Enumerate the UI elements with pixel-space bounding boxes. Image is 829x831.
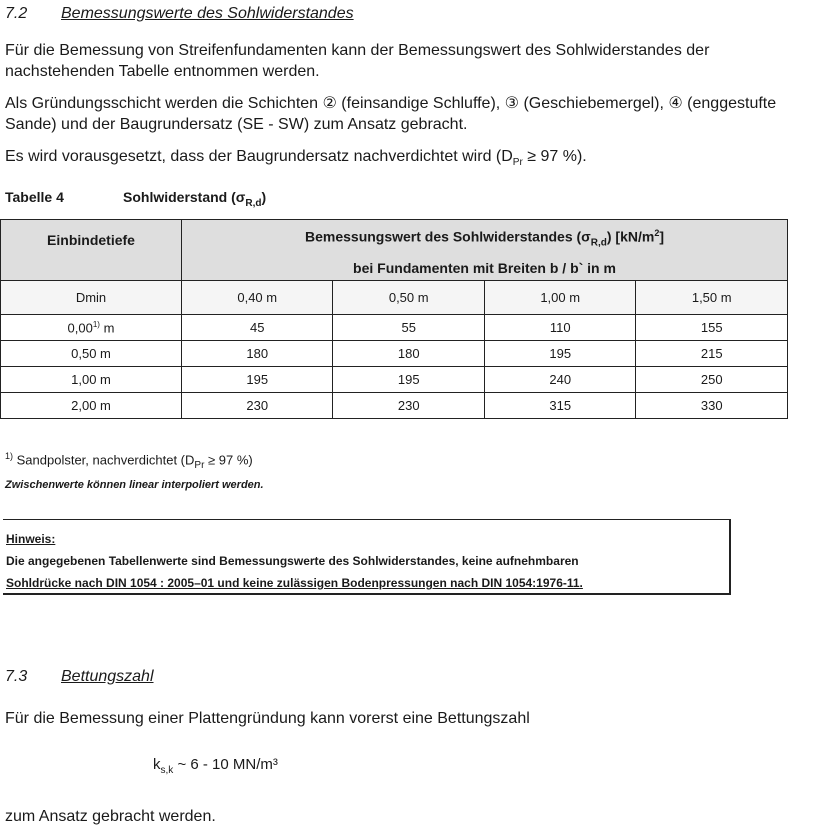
depth-cell: 1,00 m [1, 367, 182, 393]
depth-cell: 0,00$^{1)}$ m [1, 315, 182, 341]
value-cell: 215 [636, 341, 788, 367]
value-cell: 45 [182, 315, 333, 341]
subheader-cell: 0,50 m [333, 281, 484, 315]
intro-paragraph-3: Es wird vorausgesetzt, dass der Baugrundersatz nachverdichtet wird ($D_{Pr} \ge 97$ %). [5, 148, 587, 169]
value-cell: 110 [484, 315, 635, 341]
value-cell: 230 [182, 393, 333, 419]
table-footnote: $^{1)}$ Sandpolster, nachverdichtet ($D_{Pr} \ge 97$ %) [5, 451, 253, 471]
intro-paragraph-1: Für die Bemessung von Streifenfundamenten kann der Bemessungswert des Sohlwiderstandes der nachstehenden Tabelle entnommen werden. [5, 42, 710, 80]
value-cell: 315 [484, 393, 635, 419]
depth-cell: 2,00 m [1, 393, 182, 419]
table-row [1, 393, 788, 419]
subheader-cell: 0,40 m [182, 281, 333, 315]
bedding-paragraph: Für die Bemessung einer Plattengründung kann vorerst eine Bettungszahl [5, 710, 530, 727]
hint-title: Hinweis: [6, 532, 56, 546]
bedding-formula: $k_{s,k}$ ~ 6 - 10 MN/m³ [153, 756, 278, 776]
section-number: 7.2 [5, 5, 28, 22]
table-title: Sohlwiderstand $(\sigma_{R,d})$ [123, 189, 267, 209]
soil-resistance-table [0, 219, 788, 419]
value-cell: 195 [182, 367, 333, 393]
subheader-cell: Dmin [1, 281, 182, 315]
interpolation-note: Zwischenwerte können linear interpoliert werden. [5, 479, 264, 491]
table-label: Tabelle 4 [5, 189, 64, 205]
header-main: Bemessungswert des Sohlwiderstandes $(\sigma_{R,d})$ $[kN/m^2]$ [182, 220, 788, 257]
value-cell: 195 [333, 367, 484, 393]
section-title: Bettungszahl [61, 668, 154, 685]
depth-cell: 0,50 m [1, 341, 182, 367]
hint-line-2: Sohldrücke nach DIN 1054 : 2005–01 und keine zulässigen Bodenpressungen nach DIN 1054:1976-11. [6, 576, 583, 590]
section-heading-7-3 [5, 668, 154, 686]
table-row [1, 367, 788, 393]
subheader-cell: 1,00 m [484, 281, 635, 315]
section-number: 7.3 [5, 668, 28, 685]
hint-box [3, 519, 731, 595]
header-sub: bei Fundamenten mit Breiten b / b` in m [182, 256, 788, 281]
value-cell: 180 [333, 341, 484, 367]
hint-line-1: Die angegebenen Tabellenwerte sind Bemessungswerte des Sohlwiderstandes, keine aufnehmbaren [6, 554, 579, 568]
value-cell: 230 [333, 393, 484, 419]
value-cell: 180 [182, 341, 333, 367]
intro-paragraph-2: Als Gründungsschicht werden die Schichten ② (feinsandige Schluffe), ③ (Geschiebemergel), ④ (enggestufte Sande) und der Baugrundersatz (SE - SW) zum Ansatz gebracht. [5, 95, 777, 133]
value-cell: 330 [636, 393, 788, 419]
value-cell: 240 [484, 367, 635, 393]
table-subheader-row [1, 281, 788, 315]
header-depth: Einbindetiefe [1, 220, 182, 281]
section-heading-7-2 [5, 5, 354, 23]
table-row [1, 341, 788, 367]
value-cell: 155 [636, 315, 788, 341]
value-cell: 55 [333, 315, 484, 341]
table-caption [5, 189, 266, 209]
closing-paragraph: zum Ansatz gebracht werden. [5, 808, 216, 825]
value-cell: 250 [636, 367, 788, 393]
table-row [1, 315, 788, 341]
value-cell: 195 [484, 341, 635, 367]
subheader-cell: 1,50 m [636, 281, 788, 315]
section-title: Bemessungswerte des Sohlwiderstandes [61, 5, 354, 22]
